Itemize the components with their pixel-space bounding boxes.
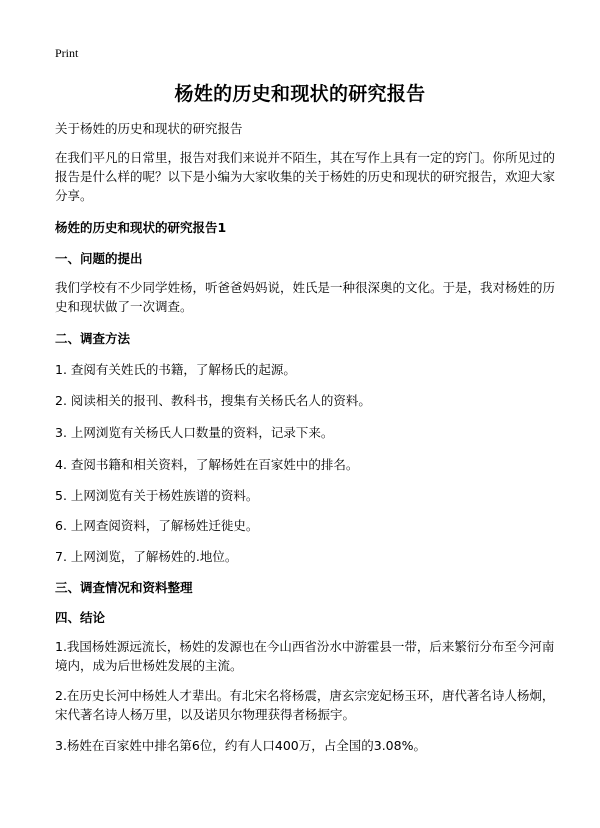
conclusion-item: 2.在历史长河中杨姓人才辈出。有北宋名将杨震，唐玄宗宠妃杨玉环，唐代著名诗人杨炯，宋代著名诗人杨万里，以及诺贝尔物理获得者杨振宇。 xyxy=(55,688,555,722)
conclusion-item: 1.我国杨姓源远流长，杨姓的发源也在今山西省汾水中游霍县一带，后来繁衍分布至今河南境内，成为后世杨姓发展的主流。 xyxy=(55,639,555,673)
method-item: 7. 上网浏览，了解杨姓的.地位。 xyxy=(55,549,238,564)
section4-heading: 四、结论 xyxy=(55,610,106,625)
print-label: Print xyxy=(55,46,79,60)
method-item: 6. 上网查阅资料，了解杨姓迁徙史。 xyxy=(55,518,259,533)
document-subtitle: 关于杨姓的历史和现状的研究报告 xyxy=(55,121,243,136)
method-item: 2. 阅读相关的报刊、教科书，搜集有关杨氏名人的资料。 xyxy=(55,393,371,408)
section1-heading: 一、问题的提出 xyxy=(55,251,143,266)
method-item: 5. 上网浏览有关于杨姓族谱的资料。 xyxy=(55,488,259,503)
section3-heading: 三、调查情况和资料整理 xyxy=(55,580,193,595)
conclusion-item: 3.杨姓在百家姓中排名第6位，约有人口400万，占全国的3.08%。 xyxy=(55,738,426,753)
method-item: 3. 上网浏览有关杨氏人口数量的资料，记录下来。 xyxy=(55,425,334,440)
report-heading: 杨姓的历史和现状的研究报告1 xyxy=(55,220,227,235)
document-title: 杨姓的历史和现状的研究报告 xyxy=(174,83,426,105)
section2-heading: 二、调查方法 xyxy=(55,331,131,346)
method-item: 4. 查阅书籍和相关资料，了解杨姓在百家姓中的排名。 xyxy=(55,457,359,472)
method-item: 1. 查阅有关姓氏的书籍，了解杨氏的起源。 xyxy=(55,362,296,377)
section1-paragraph: 我们学校有不少同学姓杨，听爸爸妈妈说，姓氏是一种很深奥的文化。于是，我对杨姓的历史和现状做了一次调查。 xyxy=(55,280,556,314)
intro-paragraph: 在我们平凡的日常里，报告对我们来说并不陌生，其在写作上具有一定的窍门。你所见过的报告是什么样的呢？以下是小编为大家收集的关于杨姓的历史和现状的研究报告，欢迎大家分享。 xyxy=(55,150,556,203)
